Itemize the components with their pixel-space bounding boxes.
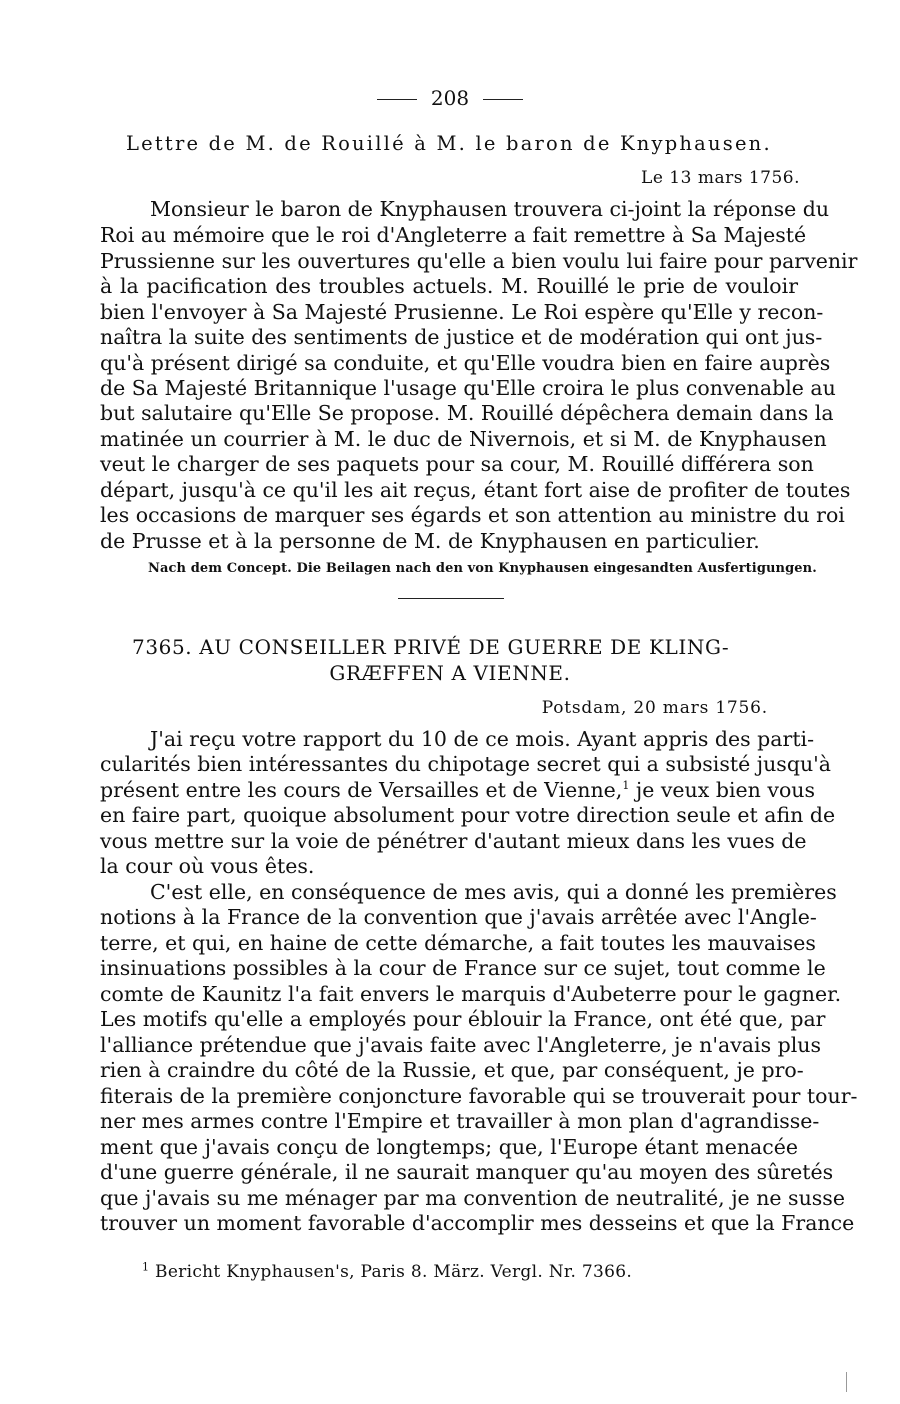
margin-mark xyxy=(846,1372,847,1392)
letter-line: naîtra la suite des sentiments de justice et de modération qui ont jus- xyxy=(100,325,823,349)
document-heading-line2: GRÆFFEN A VIENNE. xyxy=(329,661,571,685)
footnote xyxy=(142,1262,632,1282)
paragraph-2-line: d'une guerre générale, il ne saurait manquer qu'au moyen des sûretés xyxy=(100,1160,834,1184)
paragraph-2-line: comte de Kaunitz l'a fait envers le marquis d'Aubeterre pour le gagner. xyxy=(100,982,842,1006)
letter-line: but salutaire qu'Elle Se propose. M. Rouillé dépêchera demain dans la xyxy=(100,401,834,425)
letter-line: de Sa Majesté Britannique l'usage qu'Elle croira le plus convenable au xyxy=(100,376,836,400)
footnote-mark: 1 xyxy=(142,1260,150,1274)
paragraph-1-line-start: présent entre les cours de Versailles et de Vienne, xyxy=(100,778,623,802)
letter-line: qu'à présent dirigé sa conduite, et qu'Elle voudra bien en faire auprès xyxy=(100,351,831,375)
page-number-text: 208 xyxy=(430,86,470,110)
paragraph-1-line: vous mettre sur la voie de pénétrer d'autant mieux dans les vues de xyxy=(100,829,807,853)
paragraph-2-line: fiterais de la première conjoncture favorable qui se trouverait pour tour- xyxy=(100,1084,858,1108)
footnote-text: Bericht Knyphausen's, Paris 8. März. Vergl. Nr. 7366. xyxy=(155,1262,633,1282)
letter-line: Monsieur le baron de Knyphausen trouvera ci-joint la réponse du xyxy=(150,197,830,221)
paragraph-1-line: en faire part, quoique absolument pour votre direction seule et afin de xyxy=(100,803,836,827)
paragraph-1-line: la cour où vous êtes. xyxy=(100,854,315,878)
paragraph-1-line-with-footnote xyxy=(100,777,816,803)
paragraph-1-line: cularités bien intéressantes du chipotage secret qui a subsisté jusqu'à xyxy=(100,752,832,776)
paragraph-1-line-end: je veux bien vous xyxy=(629,778,816,802)
letter-line: veut le charger de ses paquets pour sa cour, M. Rouillé différera son xyxy=(100,452,814,476)
letter-line: de Prusse et à la personne de M. de Knyphausen en particulier. xyxy=(100,529,760,553)
paragraph-2-line: notions à la France de la convention que j'avais arrêtée avec l'Angle- xyxy=(100,905,817,929)
paragraph-2-line: trouver un moment favorable d'accomplir mes desseins et que la France xyxy=(100,1211,855,1235)
letter-line: Prussienne sur les ouvertures qu'elle a bien voulu lui faire pour parvenir xyxy=(100,249,858,273)
paragraph-2-line: insinuations possibles à la cour de France sur ce sujet, tout comme le xyxy=(100,956,826,980)
paragraph-2-line: ment que j'avais conçu de longtemps; que, l'Europe étant menacée xyxy=(100,1135,798,1159)
section-separator xyxy=(398,598,504,599)
page-number xyxy=(0,86,900,110)
paragraph-2-line: Les motifs qu'elle a employés pour éblouir la France, ont été que, par xyxy=(100,1007,826,1031)
letter-line: les occasions de marquer ses égards et son attention au ministre du roi xyxy=(100,503,845,527)
page-number-dash-left xyxy=(377,99,417,100)
document-heading-line1: 7365. AU CONSEILLER PRIVÉ DE GUERRE DE KLING- xyxy=(132,635,730,659)
paragraph-2-line: que j'avais su me ménager par ma convention de neutralité, je ne susse xyxy=(100,1186,845,1210)
paragraph-2-line: C'est elle, en conséquence de mes avis, qui a donné les premières xyxy=(150,880,837,904)
paragraph-2-line: ner mes armes contre l'Empire et travailler à mon plan d'agrandisse- xyxy=(100,1109,820,1133)
paragraph-2-line: l'alliance prétendue que j'avais faite avec l'Angleterre, je n'avais plus xyxy=(100,1033,822,1057)
letter-line: départ, jusqu'à ce qu'il les ait reçus, étant fort aise de profiter de toutes xyxy=(100,478,851,502)
letter-line: bien l'envoyer à Sa Majesté Prusienne. Le Roi espère qu'Elle y recon- xyxy=(100,300,824,324)
letter-title: Lettre de M. de Rouillé à M. le baron de Knyphausen. xyxy=(126,132,772,155)
paragraph-2-line: rien à craindre du côté de la Russie, et que, par conséquent, je pro- xyxy=(100,1058,804,1082)
document-date: Potsdam, 20 mars 1756. xyxy=(541,698,768,718)
paragraph-2-line: terre, et qui, en haine de cette démarche, a fait toutes les mauvaises xyxy=(100,931,816,955)
page-number-dash-right xyxy=(483,99,523,100)
paragraph-1-line: J'ai reçu votre rapport du 10 de ce mois. Ayant appris des parti- xyxy=(150,727,815,751)
letter-line: Roi au mémoire que le roi d'Angleterre a fait remettre à Sa Majesté xyxy=(100,223,807,247)
letter-date: Le 13 mars 1756. xyxy=(641,168,800,188)
footnote-reference: 1 xyxy=(622,779,630,793)
letter-line: matinée un courrier à M. le duc de Nivernois, et si M. de Knyphausen xyxy=(100,427,827,451)
source-note: Nach dem Concept. Die Beilagen nach den von Knyphausen eingesandten Ausfertigungen. xyxy=(148,561,817,576)
letter-line: à la pacification des troubles actuels. M. Rouillé le prie de vouloir xyxy=(100,274,798,298)
